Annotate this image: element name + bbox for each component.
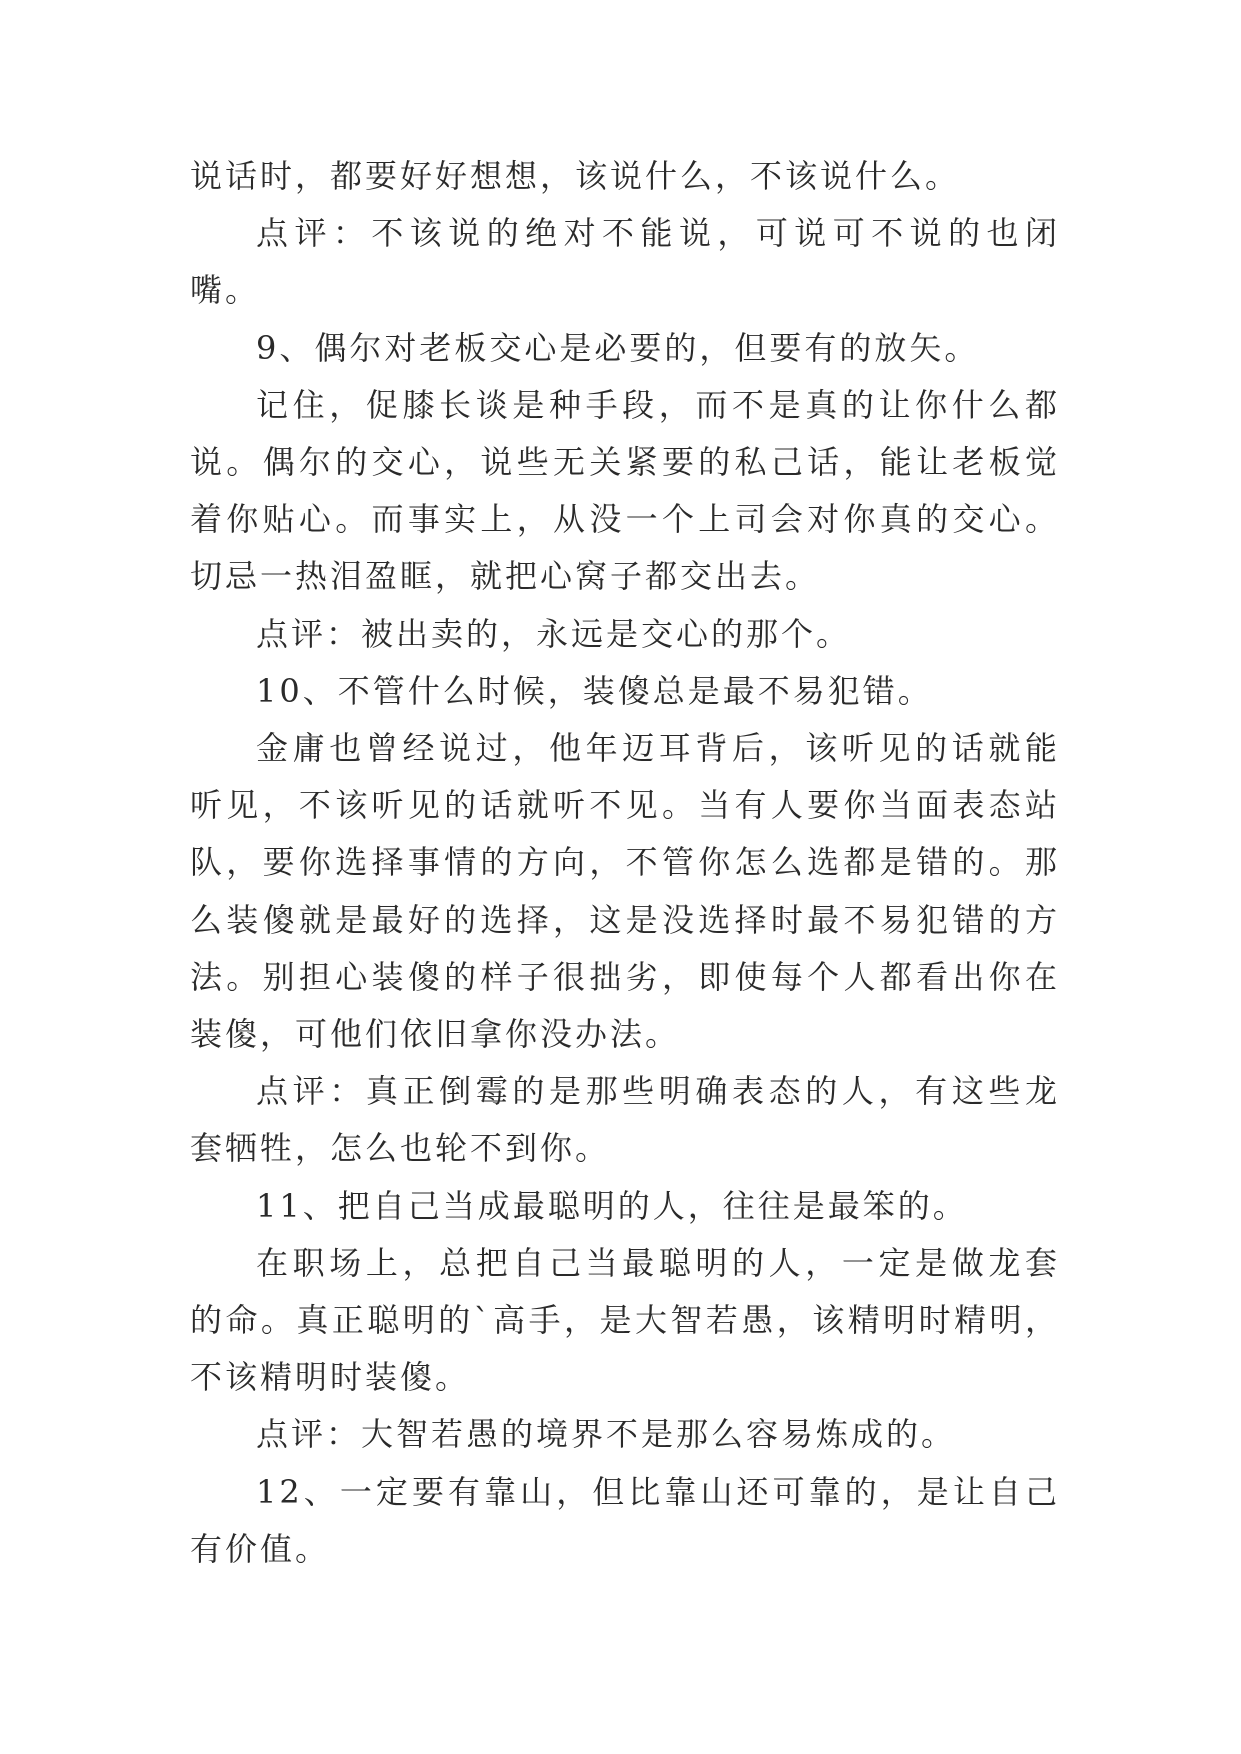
paragraph: 11、把自己当成最聪明的人，往往是最笨的。 [256, 1186, 968, 1225]
paragraph: 在职场上，总把自己当最聪明的人，一定是做龙套的命。真正聪明的`高手，是大智若愚，该精明时精明，不该精明时装傻。 [190, 1243, 1060, 1397]
paragraph: 9、偶尔对老板交心是必要的，但要有的放矢。 [256, 328, 980, 367]
document-page [190, 148, 1060, 1578]
paragraph: 说话时，都要好好想想，该说什么，不该说什么。 [190, 157, 961, 195]
paragraph: 金庸也曾经说过，他年迈耳背后，该听见的话就能听见，不该听见的话就听不见。当有人要你当面表态站队，要你选择事情的方向，不管你怎么选都是错的。那么装傻就是最好的选择，这是没选择时最不易犯错的方法。别担心装傻的样子很拙劣，即使每个人都看出你在装傻，可他们依旧拿你没办法。 [190, 729, 1060, 1054]
paragraph: 点评：真正倒霉的是那些明确表态的人，有这些龙套牺牲，怎么也轮不到你。 [190, 1072, 1060, 1168]
paragraph: 点评：被出卖的，永远是交心的那个。 [256, 614, 852, 653]
paragraph: 12、一定要有靠山，但比靠山还可靠的，是让自己有价值。 [190, 1472, 1060, 1568]
paragraph: 点评：不该说的绝对不能说，可说可不说的也闭嘴。 [190, 214, 1060, 310]
paragraph: 点评：大智若愚的境界不是那么容易炼成的。 [256, 1415, 957, 1454]
paragraph: 10、不管什么时候，装傻总是最不易犯错。 [256, 671, 933, 710]
paragraph: 记住，促膝长谈是种手段，而不是真的让你什么都说。偶尔的交心，说些无关紧要的私己话，能让老板觉着你贴心。而事实上，从没一个上司会对你真的交心。切忌一热泪盈眶，就把心窝子都交出去。 [190, 385, 1060, 596]
